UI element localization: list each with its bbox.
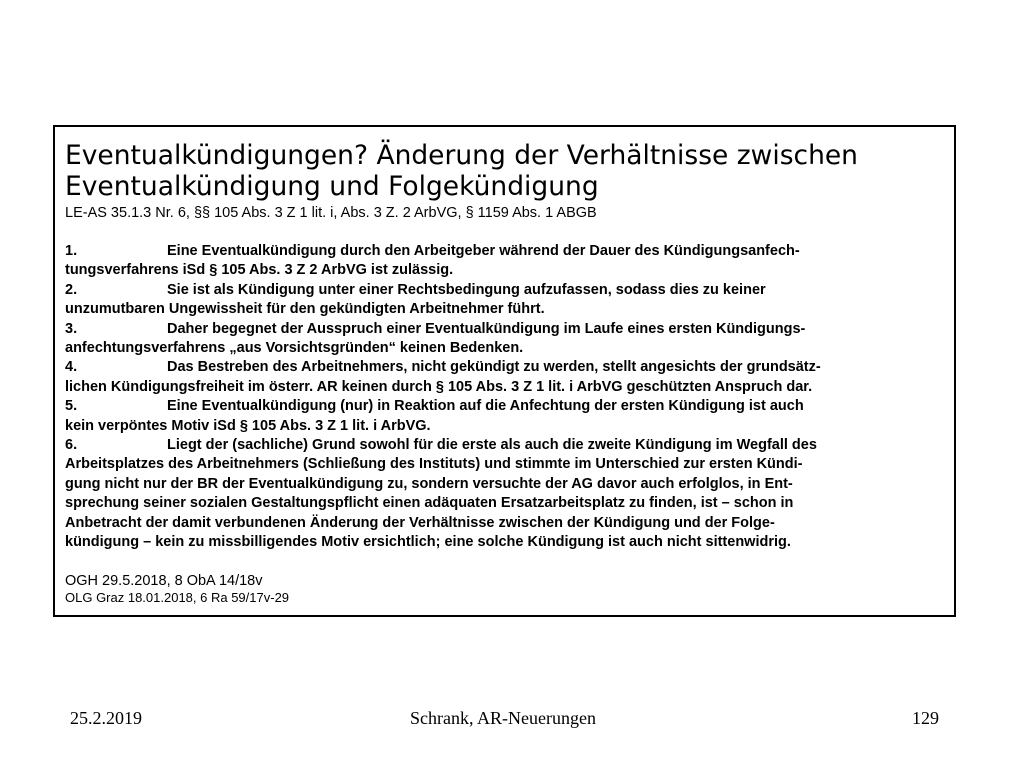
item-text: Anbetracht der damit verbundenen Änderung der Verhältnisse zwischen der Kündigung und der Folge- xyxy=(65,514,775,531)
footer-author: Schrank, AR-Neuerungen xyxy=(410,708,596,728)
item-text: Eine Eventualkündigung (nur) in Reaktion auf die Anfechtung der ersten Kündigung ist auch xyxy=(167,398,804,415)
slide-title xyxy=(65,140,944,202)
item-text: unzumutbaren Ungewissheit für den gekündigten Arbeitnehmer führt. xyxy=(65,301,545,318)
item-text: anfechtungsverfahrens „aus Vorsichtsgründen“ keinen Bedenken. xyxy=(65,340,524,357)
title-line: Eventualkündigungen? Änderung der Verhältnisse zwischen xyxy=(65,140,858,171)
item-text: Das Bestreben des Arbeitnehmers, nicht gekündigt zu werden, stellt angesichts der grundsätz- xyxy=(167,359,821,376)
holding-item xyxy=(65,436,944,552)
item-text: tungsverfahrens iSd § 105 Abs. 3 Z 2 ArbVG ist zulässig. xyxy=(65,262,454,279)
item-number: 6. xyxy=(65,437,78,454)
holding-item xyxy=(65,242,944,281)
content-box xyxy=(53,125,956,617)
item-text: Daher begegnet der Ausspruch einer Eventualkündigung im Laufe eines ersten Kündigungs- xyxy=(167,320,806,337)
item-text: kündigung – kein zu missbilligendes Motiv ersichtlich; eine solche Kündigung ist auch nicht sittenwidrig. xyxy=(65,534,791,551)
item-text: lichen Kündigungsfreiheit im österr. AR keinen durch § 105 Abs. 3 Z 1 lit. i ArbVG geschützten Anspruch dar. xyxy=(65,378,813,395)
court-citation: OLG Graz 18.01.2018, 6 Ra 59/17v-29 xyxy=(65,589,290,605)
title-line: Eventualkündigung und Folgekündigung xyxy=(65,171,599,202)
court-citation: OGH 29.5.2018, 8 ObA 14/18v xyxy=(65,572,263,589)
holding-item xyxy=(65,320,944,359)
item-number: 1. xyxy=(65,243,78,259)
item-text: Liegt der (sachliche) Grund sowohl für die erste als auch die zweite Kündigung im Wegfall des xyxy=(167,437,817,454)
footer-date: 25.2.2019 xyxy=(70,708,142,728)
item-number: 3. xyxy=(65,320,78,337)
item-text: kein verpöntes Motiv iSd § 105 Abs. 3 Z 1 lit. i ArbVG. xyxy=(65,417,431,434)
item-text: gung nicht nur der BR der Eventualkündigung zu, sondern versuchte der AG davor auch erfolglos, in Ent- xyxy=(65,475,793,492)
holding-item xyxy=(65,358,944,397)
item-number: 4. xyxy=(65,359,78,376)
legal-reference: LE-AS 35.1.3 Nr. 6, §§ 105 Abs. 3 Z 1 lit. i, Abs. 3 Z. 2 ArbVG, § 1159 Abs. 1 ABGB xyxy=(65,205,597,221)
item-text: Sie ist als Kündigung unter einer Rechtsbedingung aufzufassen, sodass dies zu keiner xyxy=(167,281,766,298)
item-number: 2. xyxy=(65,281,78,298)
holding-item xyxy=(65,397,944,436)
item-number: 5. xyxy=(65,398,78,415)
holding-item xyxy=(65,281,944,320)
item-text: Arbeitsplatzes des Arbeitnehmers (Schließung des Instituts) und stimmte im Unterschied zur ersten Kündi- xyxy=(65,456,803,473)
page-number: 129 xyxy=(912,708,939,728)
item-text: sprechung seiner sozialen Gestaltungspflicht einen adäquaten Ersatzarbeitsplatz zu finden, ist – schon in xyxy=(65,495,794,512)
item-text: Eine Eventualkündigung durch den Arbeitgeber während der Dauer des Kündigungsanfech- xyxy=(167,243,800,259)
